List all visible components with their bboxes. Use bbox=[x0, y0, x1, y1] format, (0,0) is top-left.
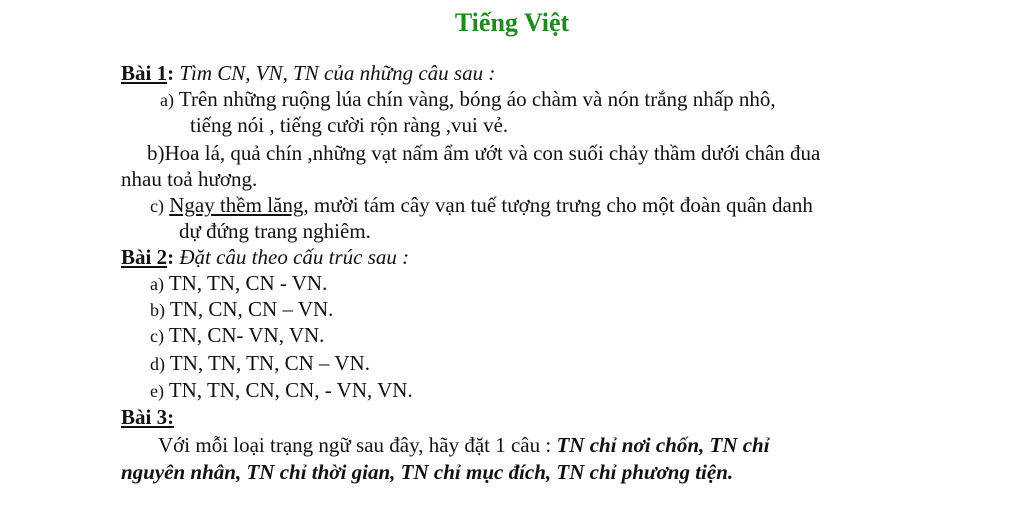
exercise-1c-line-1 bbox=[150, 192, 813, 219]
item-marker: b) bbox=[150, 300, 165, 320]
exercise-1a-line-1 bbox=[160, 86, 776, 113]
exercise-2-label: Bài 2 bbox=[121, 245, 168, 269]
item-text: TN, CN, CN – VN. bbox=[165, 297, 334, 321]
item-text: TN, CN- VN, VN. bbox=[163, 323, 325, 347]
item-marker: e) bbox=[150, 381, 164, 401]
exercise-2-item-a bbox=[150, 270, 327, 297]
exercise-1a-text-1: Trên những ruộng lúa chín vàng, bóng áo chàm và nón trắng nhấp nhô, bbox=[173, 87, 776, 111]
exercise-3-line-2: nguyên nhân, TN chỉ thời gian, TN chỉ mục đích, TN chỉ phương tiện. bbox=[121, 460, 734, 484]
item-marker-a: a) bbox=[160, 90, 174, 110]
item-marker: a) bbox=[150, 274, 164, 294]
exercise-1b-line-1: b)Hoa lá, quả chín ,những vạt nấm ẩm ướt và con suối chảy thầm dưới chân đua bbox=[147, 141, 821, 165]
exercise-1b-line-2: nhau toả hương. bbox=[121, 167, 258, 191]
exercise-1c-underlined: Ngay thềm lăng bbox=[169, 193, 304, 217]
page-title: Tiếng Việt bbox=[454, 8, 570, 37]
exercise-2-item-e bbox=[150, 377, 413, 404]
exercise-1-heading bbox=[121, 61, 174, 85]
item-marker: d) bbox=[150, 354, 165, 374]
exercise-1-label: Bài 1 bbox=[121, 61, 168, 85]
exercise-3-text-plain: Với mỗi loại trạng ngữ sau đây, hãy đặt 1 câu : bbox=[158, 433, 557, 457]
exercise-3-text-bold-1: TN chỉ nơi chốn, TN chỉ bbox=[556, 433, 770, 457]
exercise-1a-line-2: tiếng nói , tiếng cười rộn ràng ,vui vẻ. bbox=[190, 113, 509, 137]
exercise-1-instruction: Tìm CN, VN, TN của những câu sau : bbox=[174, 61, 496, 85]
item-marker-c: c) bbox=[150, 196, 164, 216]
exercise-3-line-1 bbox=[158, 432, 770, 458]
exercise-1-colon: : bbox=[167, 61, 175, 85]
exercise-2-instruction: Đặt câu theo cấu trúc sau : bbox=[174, 245, 410, 269]
exercise-1c-text-1: , mười tám cây vạn tuế tượng trưng cho một đoàn quân danh bbox=[303, 193, 813, 217]
item-marker: c) bbox=[150, 326, 164, 346]
exercise-1c-line-2: dự đứng trang nghiêm. bbox=[179, 219, 371, 243]
exercise-2-item-d bbox=[150, 350, 370, 377]
item-text: TN, TN, CN - VN. bbox=[163, 271, 328, 295]
exercise-2-colon: : bbox=[167, 245, 175, 269]
item-text: TN, TN, CN, CN, - VN, VN. bbox=[163, 378, 413, 402]
exercise-2-heading bbox=[121, 245, 174, 269]
item-text: TN, TN, TN, CN – VN. bbox=[165, 351, 370, 375]
exercise-2-item-b bbox=[150, 296, 333, 323]
exercise-3-heading bbox=[121, 404, 174, 430]
exercise-3-label: Bài 3: bbox=[121, 405, 175, 429]
exercise-1-heading-line bbox=[121, 60, 495, 86]
exercise-2-heading-line bbox=[121, 244, 409, 270]
exercise-2-item-c bbox=[150, 322, 324, 349]
